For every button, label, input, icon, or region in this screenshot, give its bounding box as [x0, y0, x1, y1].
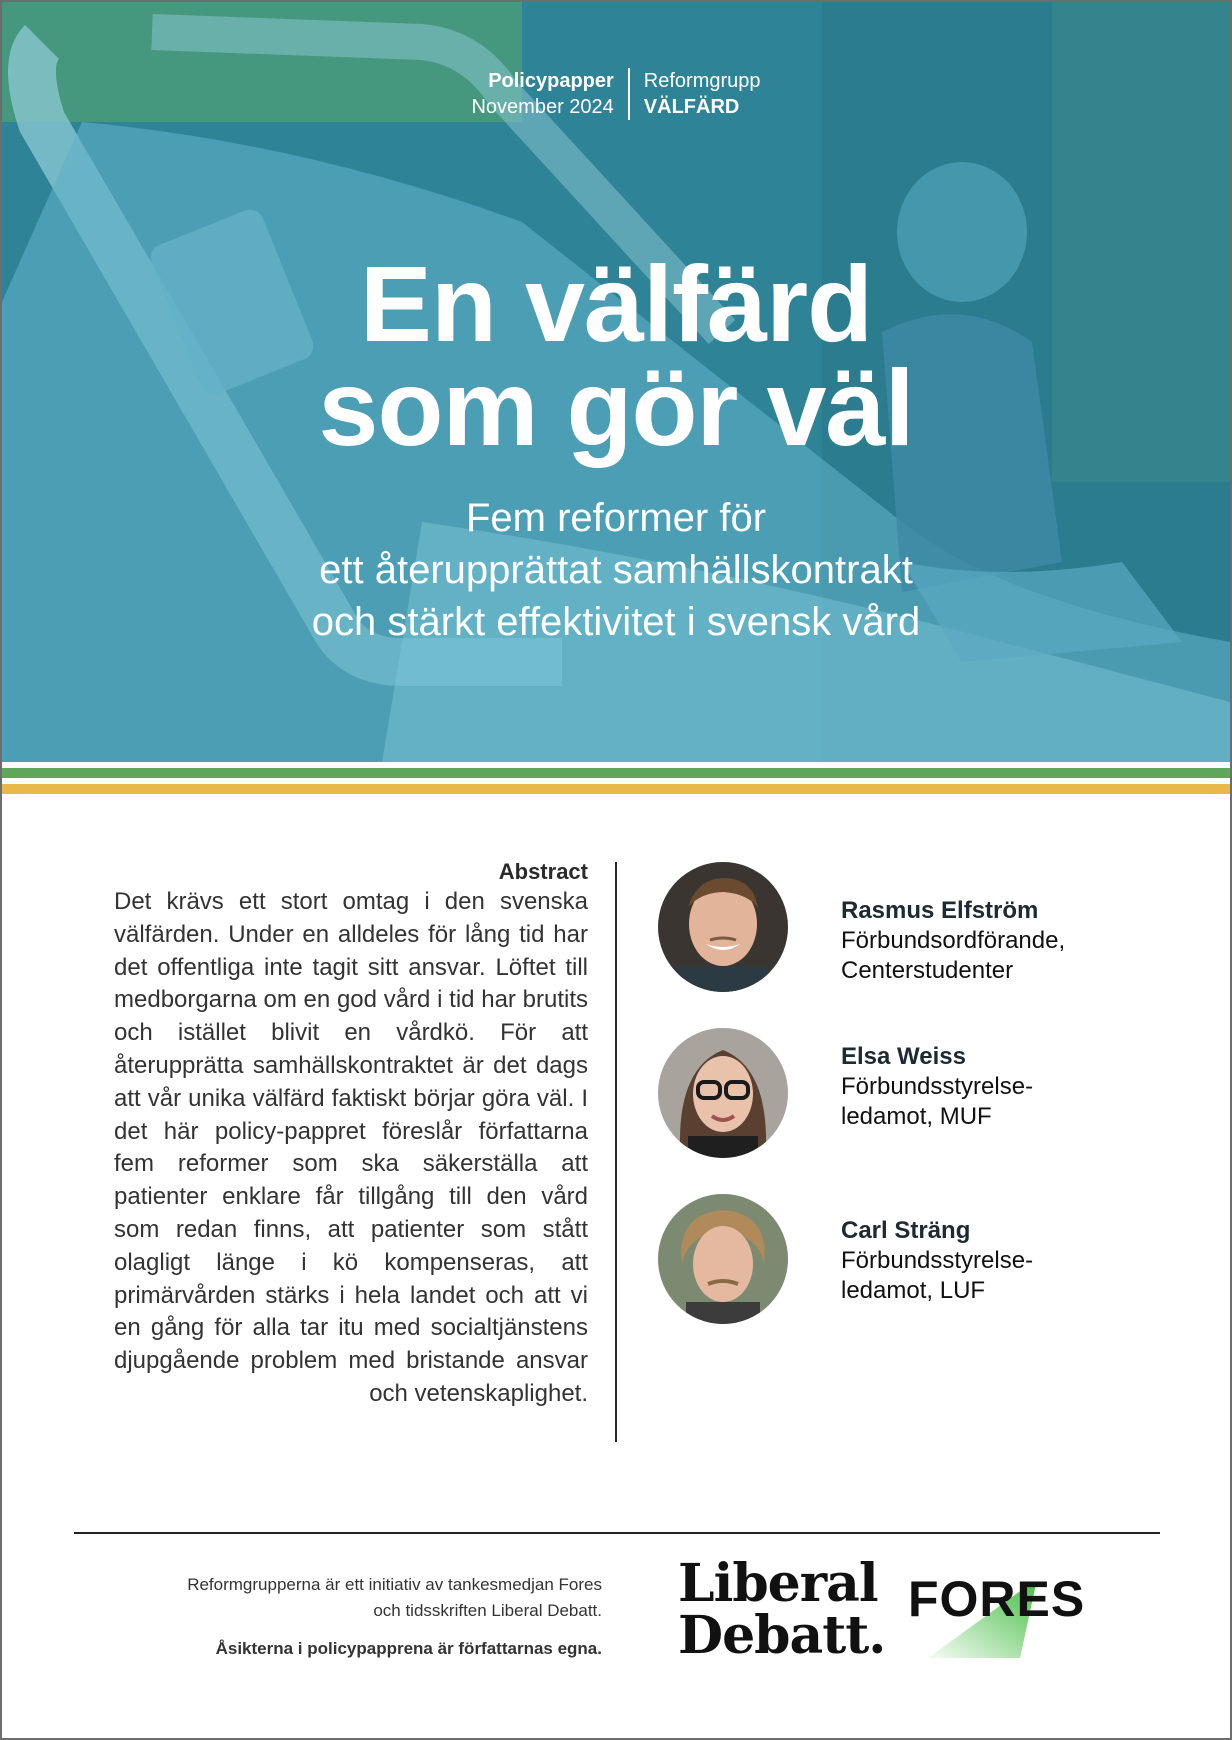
author-name: Rasmus Elfström — [841, 897, 1039, 924]
doc-type: Policypapper — [488, 70, 614, 92]
abstract — [114, 858, 588, 1411]
page-title — [2, 243, 1230, 468]
stripe-green — [2, 768, 1230, 778]
author-name: Carl Sträng — [841, 1217, 971, 1244]
subtitle-line-3: och stärkt effektivitet i svensk vård — [311, 600, 921, 644]
title-line-2: som gör väl — [318, 347, 914, 468]
fores-logo — [908, 1564, 1108, 1664]
group-name: VÄLFÄRD — [643, 96, 740, 118]
hero-banner — [2, 2, 1230, 762]
fores-wordmark: FORES — [908, 1571, 1086, 1627]
author-avatar — [658, 862, 788, 992]
author-role: Förbundsstyrelse- — [841, 1247, 1034, 1274]
abstract-text: Det krävs ett stort omtag i den svenska välfärden. Under en alldeles för lång tid har det offentliga inte tagit sitt ansvar. Löftet till medborgarna om en god vård i tid har brutits och istället blivit en vårdkö. För att återupprätta samhällskontraktet är det dags att vår unika välfärd faktiskt börjar göra väl. I det här policy-pappret föreslår författarna fem reformer som ska säkerställa att patienter enklare får tillgång till den vård som redan finns, att patienter som stått olagligt länge i kö kompenseras, att primärvården stärks i hela landet och att vi en gång för alla tar itu med socialtjänstens djupgående problem med bristande ansvar och vetenskaplighet. — [114, 888, 588, 1407]
abstract-heading: Abstract — [498, 859, 588, 884]
author-avatar — [658, 1028, 788, 1158]
footer-rule — [74, 1532, 1160, 1534]
subtitle-line-2: ett återupprättat samhällskontrakt — [319, 548, 913, 592]
logo-ld-line-1: Liberal — [678, 1553, 878, 1614]
liberal-debatt-logo — [678, 1553, 886, 1666]
doc-date: November 2024 — [471, 96, 614, 118]
author-avatar — [658, 1194, 788, 1324]
author-name: Elsa Weiss — [841, 1043, 966, 1070]
author-card — [658, 1194, 1178, 1334]
author-info — [841, 1216, 1033, 1306]
footer-note — [102, 1572, 602, 1662]
stripe-yellow — [2, 784, 1230, 794]
author-role: ledamot, LUF — [841, 1277, 986, 1304]
author-info — [841, 896, 1065, 986]
column-divider — [615, 862, 617, 1442]
author-card — [658, 862, 1178, 1002]
author-role: Förbundsordförande, — [841, 927, 1066, 954]
cover-page — [2, 2, 1230, 1738]
page-subtitle — [2, 492, 1230, 648]
author-info — [841, 1042, 1033, 1132]
document-meta — [2, 68, 1230, 120]
meta-right — [630, 68, 761, 120]
footer-disclaimer: Åsikterna i policypapprena är författarnas egna. — [215, 1639, 602, 1658]
author-role: Förbundsstyrelse- — [841, 1073, 1034, 1100]
title-line-1: En välfärd — [359, 243, 873, 364]
footer-note-line: Reformgrupperna är ett initiativ av tankesmedjan Fores — [187, 1575, 602, 1594]
author-role: Centerstudenter — [841, 957, 1014, 984]
footer-note-line: och tidsskriften Liberal Debatt. — [373, 1601, 602, 1620]
subtitle-line-1: Fem reformer för — [465, 496, 767, 540]
author-card — [658, 1028, 1178, 1168]
logo-ld-line-2: Debatt. — [678, 1605, 886, 1666]
meta-left — [471, 68, 629, 120]
group-label: Reformgrupp — [643, 70, 761, 92]
author-role: ledamot, MUF — [841, 1103, 992, 1130]
